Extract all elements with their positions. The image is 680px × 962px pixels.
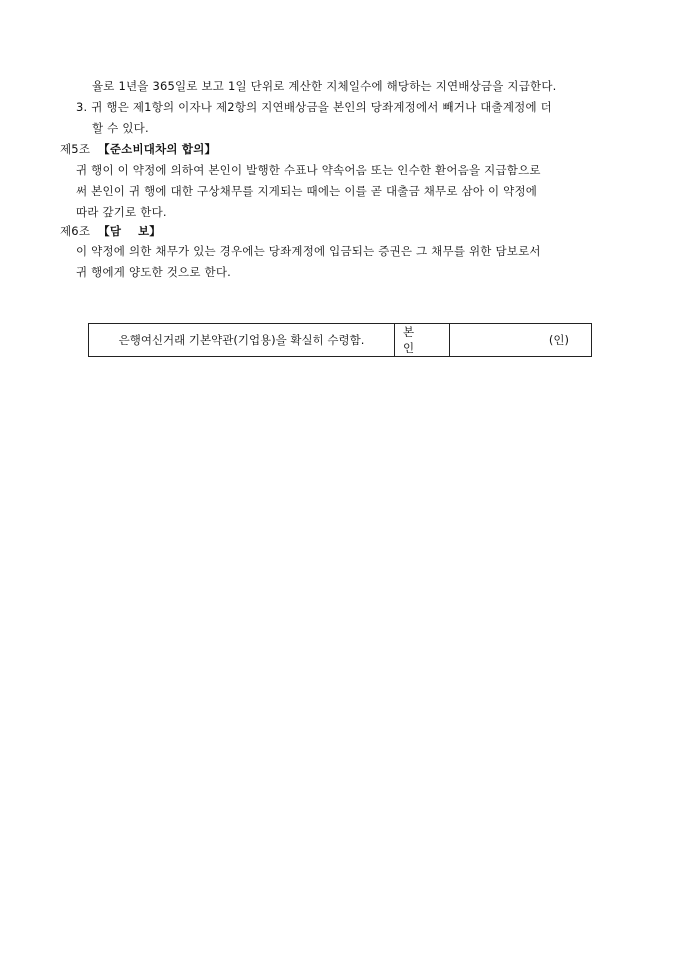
article-6-heading — [60, 223, 161, 239]
article-5-line-1: 귀 행이 이 약정에 의하여 본인이 발행한 수표나 약속어음 또는 인수한 환어음을 지급함으로 — [76, 163, 541, 177]
article-5-title: 【준소비대차의 합의】 — [98, 142, 217, 156]
article-5-heading — [60, 141, 216, 157]
receipt-confirmation-box — [88, 323, 592, 357]
receipt-statement: 은행여신거래 기본약관(기업용)을 확실히 수령함. — [89, 324, 395, 356]
clause-3-line: 3. 귀 행은 제1항의 이자나 제2항의 지연배상금을 본인의 당좌계정에서 빼거나 대출계정에 더 — [76, 100, 552, 114]
seal-field[interactable] — [450, 324, 591, 356]
clause-3-continuation: 할 수 있다. — [92, 121, 149, 135]
paragraph-line: 율로 1년을 365일로 보고 1일 단위로 계산한 지체일수에 해당하는 지연배상금을 지급한다. — [92, 79, 557, 93]
signer-label: 본 인 — [395, 324, 450, 356]
article-6-title: 【담 보】 — [98, 224, 161, 238]
seal-mark: (인) — [548, 333, 569, 347]
article-5-line-3: 따라 갚기로 한다. — [76, 205, 167, 219]
article-6-line-2: 귀 행에게 양도한 것으로 한다. — [76, 265, 231, 279]
article-6-line-1: 이 약정에 의한 채무가 있는 경우에는 당좌계정에 입금되는 증권은 그 채무를 위한 담보로서 — [76, 244, 541, 258]
article-5-number: 제5조 — [60, 142, 91, 156]
article-5-line-2: 써 본인이 귀 행에 대한 구상채무를 지게되는 때에는 이를 곧 대출금 채무로 삼아 이 약정에 — [76, 184, 538, 198]
article-6-number: 제6조 — [60, 224, 91, 238]
